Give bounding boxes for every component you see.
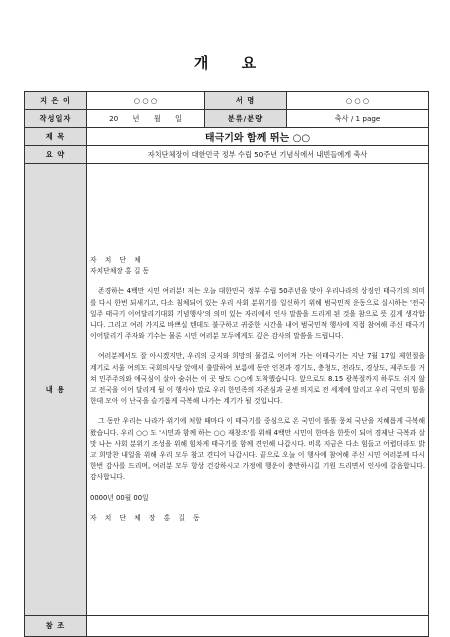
sign-value: ○ ○ ○ — [287, 92, 429, 110]
writer-label: 지 은 이 — [25, 92, 87, 110]
subject-row — [25, 128, 429, 146]
summary-value: 자치단체장이 대한민국 정부 수립 50주년 기념식에서 내빈들에게 축사 — [87, 146, 429, 164]
reference-value — [87, 616, 429, 637]
date-row — [25, 110, 429, 128]
content-label: 내 용 — [25, 164, 87, 616]
summary-form-table — [24, 91, 429, 637]
date-value: 20 년 월 일 — [87, 110, 205, 128]
content-paragraph-2: 여러분께서도 잘 아시겠지만, 우리의 긍지와 희망의 물결로 이어져 가는 이태극기는 지난 7월 17일 제헌절을 계기로 서울 여의도 국회의사당 앞에서 출발하여 보름에 동안 인천과 경기도, 충청도, 전라도, 경상도, 제주도를 거쳐 민주주의와 애국심이 살아 숨쉬는 이 곳 땅도 ○○에 도착했습니다. 앞으로도 8.15 광복절까지 하루도 쉬지 않고 전국을 이어 달리게 될 이 행사야 말로 우리 한민족의 자존심과 굳센 의지로 전 세계에 알리고 우리 국민의 힘을 한데 모아 이 난국을 슬기롭게 극복해 나가는 계기가 될 것입니다. — [90, 352, 426, 406]
content-body — [87, 164, 429, 616]
page-title: 개 요 — [193, 54, 271, 72]
writer-row — [25, 92, 429, 110]
summary-label: 요 약 — [25, 146, 87, 164]
reference-row — [25, 616, 429, 637]
content-date: 0000년 00월 00일 — [90, 493, 149, 502]
content-paragraph-3: 그 동안 우리는 나라가 위기에 처할 때마다 이 태극기를 중심으로 온 국민이 똘똘 뭉쳐 국난을 지혜롭게 극복해 왔습니다. 우리 ○○ 도 '시민과 함께 하는 ○○ 재창조'를 위해 4백만 시민이 한마음 한뜻이 되어 경제난 극복과 살맛 나는 사회 분위기 조성을 위해 힘차게 태극기를 함께 견인해 나갑시다. 비록 지금은 다소 힘들고 어렵더라도 밝고 희망찬 내일을 위해 우리 모두 참고 견디어 나갑시다. 끝으로 오늘 이 행사에 참여해 주신 시민 여러분께 다시 한번 감사를 드리며, 여러분 모두 항상 건강하시고 가정에 행운이 충만하시길 기원 드리면서 인사에 갈음합니다. 감사합니다. — [90, 417, 426, 482]
writer-value: ○ ○ ○ — [87, 92, 205, 110]
sign-label: 서 명 — [205, 92, 287, 110]
content-paragraph-1: 존경하는 4백만 시민 여러분! 저는 오늘 대한민국 정부 수립 50주년을 맞아 우리나라의 상징인 태극기의 의미를 다시 한번 되새기고, 다소 침체되어 있는 우리 사회 분위기를 일신하기 위해 범국민적 운동으로 실시하는 '전국 일주 태극기 이어달리기대회 기념행사'의 의미 있는 자리에서 인사 말씀을 드리게 된 것을 참으로 뜻 깊게 생각합니다. 그리고 여러 가지로 바쁘실 텐데도 불구하고 귀중한 시간을 내어 범국민적 행사에 직접 참여해 주신 태극기 이어달리기 주자와 기수는 물론 시민 여러분 모두에게도 깊은 감사의 말씀을 드립니다. — [90, 287, 426, 341]
reference-label: 참 조 — [25, 616, 87, 637]
date-label: 작성일자 — [25, 110, 87, 128]
content-row — [25, 164, 429, 616]
category-label: 분류/분량 — [205, 110, 287, 128]
summary-row — [25, 146, 429, 164]
subject-label: 제 목 — [25, 128, 87, 146]
content-signature: 자 치 단 체 장 홍 길 동 — [90, 513, 203, 522]
content-header-org: 자 치 단 체 — [90, 255, 144, 264]
subject-value: 태극기와 함께 뛰는 ○○ — [87, 128, 429, 146]
category-value: 축사 / 1 page — [287, 110, 429, 128]
content-header-name: 자치단체장 홍 길 동 — [90, 267, 150, 276]
